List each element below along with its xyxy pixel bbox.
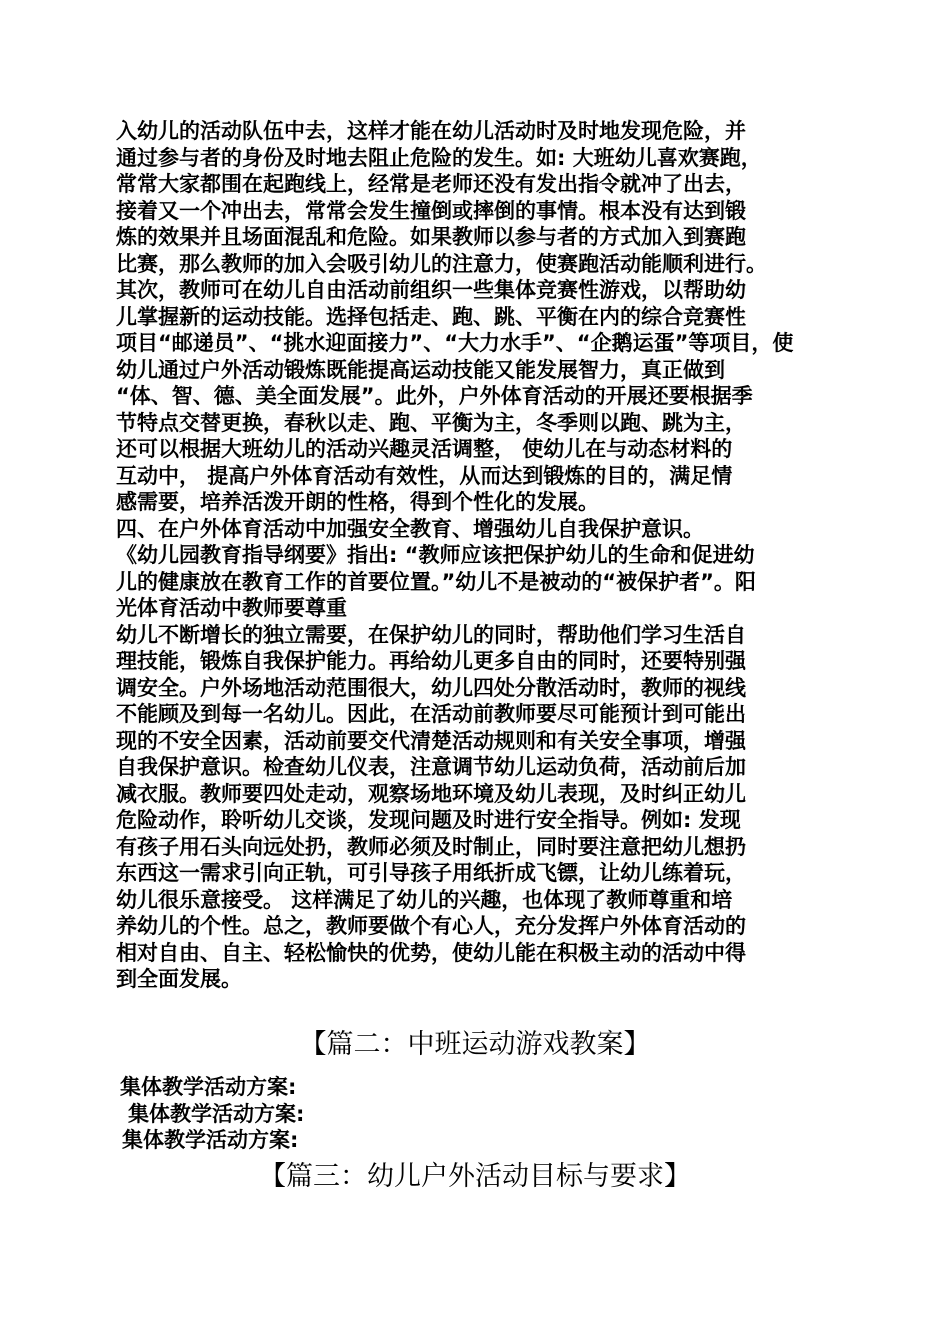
section-two-heading: 【篇二：中班运动游戏教案】 <box>299 1029 651 1060</box>
paragraph-line: 儿掌握新的运动技能。选择包括走、跑、跳、平衡在内的综合竞赛性 <box>116 304 746 329</box>
activity-plan-list <box>116 1074 716 1154</box>
paragraph-line: 入幼儿的活动队伍中去，这样才能在幼儿活动时及时地发现危险，并 <box>116 119 746 143</box>
paragraph-line: 儿的健康放在教育工作的首要位置。”幼儿不是被动的“被保护者”。阳 <box>116 569 756 594</box>
paragraph-line: 幼儿通过户外活动锻炼既能提高运动技能又能发展智力，真正做到 <box>116 357 725 382</box>
paragraph-line: 项目“邮递员”、“挑水迎面接力”、“大力水手”、“企鹅运蛋”等项目，使 <box>116 331 794 355</box>
paragraph-line: 炼的效果并且场面混乱和危险。如果教师以参与者的方式加入到赛跑 <box>116 225 746 249</box>
paragraph-line: 《幼儿园教育指导纲要》指出: “教师应该把保护幼儿的生命和促进幼 <box>116 543 755 567</box>
paragraph-line: 其次，教师可在幼儿自由活动前组织一些集体竞赛性游戏，以帮助幼 <box>116 278 746 302</box>
paragraph-line: 调安全。户外场地活动范围很大，幼儿四处分散活动时，教师的视线 <box>116 675 746 700</box>
paragraph-line: 互动中， 提高户外体育活动有效性，从而达到锻炼的目的，满足情 <box>116 463 733 488</box>
paragraph-line: 常常大家都围在起跑线上，经常是老师还没有发出指令就冲了出去， <box>116 172 746 196</box>
section-three-heading: 【篇三：幼儿户外活动目标与要求】 <box>259 1161 691 1192</box>
paragraph-line: 感需要，培养活泼开朗的性格，得到个性化的发展。 <box>116 490 599 514</box>
paragraph-line: 减衣服。教师要四处走动，观察场地环境及幼儿表现，及时纠正幼儿 <box>116 781 746 806</box>
section-subheading: 四、在户外体育活动中加强安全教育、增强幼儿自我保护意识。 <box>116 516 704 541</box>
paragraph-line: 节特点交替更换，春秋以走、跑、平衡为主，冬季则以跑、跳为主， <box>116 410 746 435</box>
activity-plan-label: 集体教学活动方案: <box>128 1101 305 1126</box>
paragraph-line: 幼儿很乐意接受。 这样满足了幼儿的兴趣，也体现了教师尊重和培 <box>116 887 733 912</box>
paragraph-line: 自我保护意识。检查幼儿仪表，注意调节幼儿运动负荷，活动前后加 <box>116 755 746 779</box>
paragraph-line: 不能顾及到每一名幼儿。因此，在活动前教师要尽可能预计到可能出 <box>116 702 746 726</box>
paragraph-line: 接着又一个冲出去，常常会发生撞倒或摔倒的事情。根本没有达到锻 <box>116 198 746 223</box>
paragraph-line: 通过参与者的身份及时地去阻止危险的发生。如: 大班幼儿喜欢赛跑， <box>116 145 762 170</box>
paragraph-line: 比赛，那么教师的加入会吸引幼儿的注意力，使赛跑活动能顺利进行。 <box>116 251 767 276</box>
paragraph-line: 光体育活动中教师要尊重 <box>116 596 347 620</box>
paragraph-line: 还可以根据大班幼儿的活动兴趣灵活调整， 使幼儿在与动态材料的 <box>116 437 733 461</box>
paragraph-line: 理技能，锻炼自我保护能力。再给幼儿更多自由的同时，还要特别强 <box>116 649 746 673</box>
paragraph-line: 危险动作，聆听幼儿交谈，发现问题及时进行安全指导。例如: 发现 <box>116 808 741 832</box>
paragraph-line: 东西这一需求引向正轨，可引导孩子用纸折成飞镖，让幼儿练着玩， <box>116 861 746 885</box>
activity-plan-label: 集体教学活动方案: <box>120 1075 297 1099</box>
activity-plan-label: 集体教学活动方案: <box>122 1128 299 1152</box>
article-body <box>116 118 856 993</box>
paragraph-line: 到全面发展。 <box>116 967 242 991</box>
paragraph-line: “体、智、德、美全面发展”。此外，户外体育活动的开展还要根据季 <box>116 384 753 408</box>
paragraph-line: 养幼儿的个性。总之，教师要做个有心人，充分发挥户外体育活动的 <box>116 914 746 938</box>
paragraph-line: 幼儿不断增长的独立需要，在保护幼儿的同时，帮助他们学习生活自 <box>116 622 746 647</box>
paragraph-line: 现的不安全因素，活动前要交代清楚活动规则和有关安全事项，增强 <box>116 728 746 753</box>
paragraph-line: 有孩子用石头向远处扔，教师必须及时制止，同时要注意把幼儿想扔 <box>116 834 746 859</box>
paragraph-line: 相对自由、自主、轻松愉快的优势，使幼儿能在积极主动的活动中得 <box>116 940 746 965</box>
